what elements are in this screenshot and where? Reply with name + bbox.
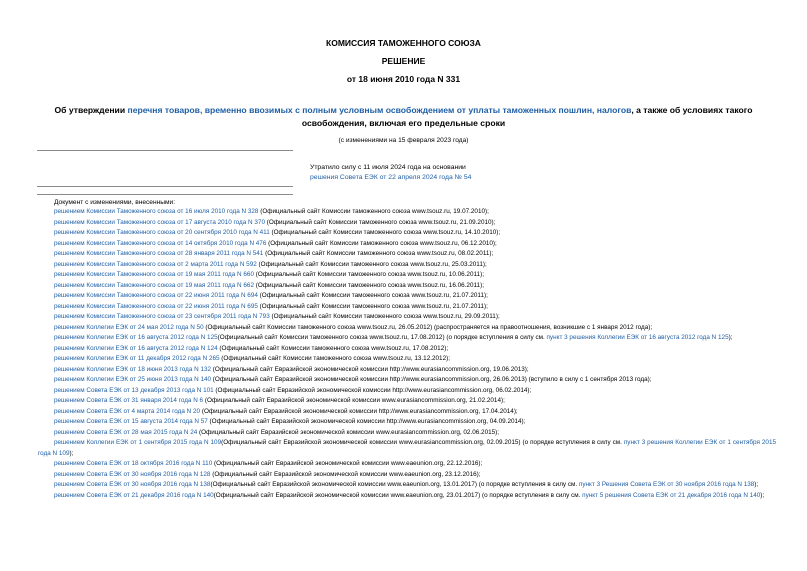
document-title bbox=[30, 104, 777, 130]
change-item bbox=[38, 312, 776, 323]
change-item bbox=[38, 428, 776, 439]
divider-top bbox=[37, 150, 293, 151]
change-link[interactable]: решением Совета ЕЭК от 21 декабря 2016 года N 140 bbox=[54, 491, 214, 499]
change-source-text: (Официальный сайт Комиссии таможенного союза www.tsouz.ru, 29.09.2011); bbox=[269, 313, 500, 320]
change-source-text: (Официальный сайт Евразийской экономической комиссии www.eurasiancommission.org, 21.02.2014); bbox=[203, 397, 505, 404]
change-link[interactable]: решением Коллегии ЕЭК от 25 июня 2013 года N 140 bbox=[54, 376, 212, 383]
change-source-text: (Официальный сайт Комиссии таможенного союза www.tsouz.ru, 13.12.2012); bbox=[219, 355, 450, 362]
change-item bbox=[38, 375, 776, 386]
change-source-text: (Официальный сайт Комиссии таможенного союза www.tsouz.ru, 25.03.2011); bbox=[256, 260, 487, 268]
change-effect-tail: ); bbox=[760, 491, 765, 499]
change-link[interactable]: решением Совета ЕЭК от 18 октября 2016 года N 110 bbox=[54, 460, 213, 467]
change-link[interactable]: решением Комиссии Таможенного союза от 23 сентября 2011 года N 793 bbox=[54, 313, 270, 320]
change-effect-link[interactable]: пункт 3 Решения Совета ЕЭК от 30 ноября 2016 года N 138 bbox=[578, 481, 755, 488]
change-source-text: (Официальный сайт Евразийской экономической комиссии www.eaeunion.org, 23.01.2017) (о порядке вступления в силу см. bbox=[213, 491, 583, 499]
change-item bbox=[38, 333, 776, 344]
change-source-text: (Официальный сайт Комиссии таможенного союза www.tsouz.ru, 17.08.2012) (о порядке вступления в силу см. bbox=[217, 334, 547, 341]
change-source-text: (Официальный сайт Евразийской экономической комиссии www.eaeunion.org, 23.12.2016); bbox=[210, 470, 481, 478]
change-source-text: (Официальный сайт Евразийской экономической комиссии www.eaeunion.org, 22.12.2016); bbox=[212, 460, 483, 467]
change-link[interactable]: решением Коллегии ЕЭК от 24 мая 2012 года N 50 bbox=[54, 323, 204, 331]
change-item bbox=[38, 249, 776, 260]
divider-bottom bbox=[37, 194, 293, 195]
change-source-text: (Официальный сайт Евразийской экономической комиссии www.eurasiancommission.org, 02.06.2015); bbox=[197, 428, 500, 436]
change-item bbox=[38, 438, 776, 459]
title-link[interactable]: перечня товаров, временно ввозимых с полным условным освобождением от уплаты таможенных пошлин, налогов bbox=[127, 105, 632, 115]
change-source-text: (Официальный сайт Комиссии таможенного союза www.tsouz.ru, 16.06.2011); bbox=[253, 281, 484, 289]
change-link[interactable]: решением Коллегии ЕЭК от 11 декабря 2012 года N 265 bbox=[54, 355, 220, 362]
change-source-text: (Официальный сайт Евразийской экономической комиссии http://www.eurasiancommission.org, 04.09.2014); bbox=[207, 418, 526, 425]
change-item bbox=[38, 218, 776, 229]
change-source-text: (Официальный сайт Комиссии таможенного союза www.tsouz.ru, 14.10.2010); bbox=[269, 229, 501, 236]
changes-intro: Документ с изменениями, внесенными: bbox=[54, 199, 176, 206]
title-prefix: Об утверждении bbox=[54, 105, 128, 115]
change-item bbox=[38, 281, 776, 292]
expired-text: Утратило силу с 11 июля 2024 года на основании bbox=[310, 164, 466, 171]
change-link[interactable]: решением Коллегии ЕЭК от 1 сентября 2015 года N 109 bbox=[54, 439, 222, 446]
change-link[interactable]: решением Коллегии ЕЭК от 16 августа 2012 года N 124 bbox=[54, 344, 218, 352]
change-item bbox=[38, 291, 776, 302]
change-link[interactable]: решением Совета ЕЭК от 30 ноября 2016 года N 128 bbox=[54, 470, 211, 478]
change-source-text: (Официальный сайт Комиссии таможенного союза www.tsouz.ru, 21.07.2011); bbox=[257, 292, 488, 299]
change-link[interactable]: решением Комиссии Таможенного союза от 14 октября 2010 года N 476 bbox=[54, 239, 267, 247]
change-link[interactable]: решением Комиссии Таможенного союза от 16 июля 2010 года N 328 bbox=[54, 208, 259, 215]
change-item bbox=[38, 417, 776, 428]
change-source-text: (Официальный сайт Комиссии таможенного союза www.tsouz.ru, 19.07.2010); bbox=[258, 208, 489, 215]
change-source-text: (Официальный сайт Евразийской экономической комиссии www.eaeunion.org, 13.01.2017) (о порядке вступления в силу см. bbox=[210, 481, 579, 488]
change-link[interactable]: решением Совета ЕЭК от 28 мая 2015 года N 24 bbox=[54, 428, 198, 436]
change-link[interactable]: решением Комиссии Таможенного союза от 20 сентября 2010 года N 411 bbox=[54, 229, 270, 236]
change-effect-tail: ); bbox=[69, 449, 74, 457]
change-source-text: (Официальный сайт Комиссии таможенного союза www.tsouz.ru, 08.02.2011); bbox=[263, 250, 494, 257]
doc-type-heading: РЕШЕНИЕ bbox=[381, 56, 426, 66]
change-link[interactable]: решением Коллегии ЕЭК от 18 июня 2013 года N 132 bbox=[54, 365, 212, 373]
change-link[interactable]: решением Совета ЕЭК от 31 января 2014 года N 6 bbox=[54, 397, 204, 404]
change-effect-link[interactable]: пункт 3 решения Коллегии ЕЭК от 16 августа 2012 года N 125 bbox=[546, 334, 729, 341]
change-link[interactable]: решением Комиссии Таможенного союза от 19 мая 2011 года N 662 bbox=[54, 281, 254, 289]
change-link[interactable]: решением Комиссии Таможенного союза от 17 августа 2010 года N 370 bbox=[54, 218, 265, 226]
change-link[interactable]: решением Комиссии Таможенного союза от 22 июня 2011 года N 694 bbox=[54, 292, 258, 299]
change-effect-tail: ); bbox=[754, 481, 759, 488]
change-source-text: (Официальный сайт Комиссии таможенного союза www.tsouz.ru, 26.05.2012) (распространяется на правоотношения, возникшие с 1 января 2012 года); bbox=[203, 323, 653, 331]
change-source-text: (Официальный сайт Евразийской экономической комиссии http://www.eurasiancommission.org, 06.02.2014); bbox=[213, 386, 532, 394]
change-item bbox=[38, 480, 776, 491]
change-item bbox=[38, 260, 776, 271]
change-source-text: (Официальный сайт Комиссии таможенного союза www.tsouz.ru, 21.07.2011); bbox=[257, 302, 488, 310]
divider-middle bbox=[37, 186, 293, 187]
change-effect-link[interactable]: пункт 5 решения Совета ЕЭК от 21 декабря 2016 года N 140 bbox=[582, 491, 761, 499]
expired-link[interactable]: решения Совета ЕЭК от 22 апреля 2024 года № 54 bbox=[310, 174, 472, 181]
change-link[interactable]: решением Совета ЕЭК от 4 марта 2014 года N 20 bbox=[54, 407, 201, 415]
change-link[interactable]: решением Комиссии Таможенного союза от 19 мая 2011 года N 660 bbox=[54, 271, 254, 278]
change-item bbox=[38, 470, 776, 481]
change-item bbox=[38, 491, 776, 502]
change-source-text: (Официальный сайт Евразийской экономической комиссии http://www.eurasiancommission.org, 26.06.2013) (вступило в силу с 1 сентября 2013 года); bbox=[211, 376, 652, 383]
change-item bbox=[38, 302, 776, 313]
change-link[interactable]: решением Комиссии Таможенного союза от 28 января 2011 года N 541 bbox=[54, 250, 264, 257]
change-link[interactable]: решением Коллегии ЕЭК от 16 августа 2012 года N 125 bbox=[54, 334, 218, 341]
change-item bbox=[38, 323, 776, 334]
change-item bbox=[38, 459, 776, 470]
change-item bbox=[38, 270, 776, 281]
date-number-heading: от 18 июня 2010 года N 331 bbox=[346, 74, 461, 84]
amendment-note: (с изменениями на 15 февраля 2023 года) bbox=[338, 137, 469, 144]
change-link[interactable]: решением Комиссии Таможенного союза от 2 марта 2011 года N 592 bbox=[54, 260, 257, 268]
expired-notice bbox=[310, 163, 471, 183]
change-link[interactable]: решением Комиссии Таможенного союза от 22 июня 2011 года N 695 bbox=[54, 302, 258, 310]
change-item bbox=[38, 396, 776, 407]
change-link[interactable]: решением Совета ЕЭК от 15 августа 2014 года N 57 bbox=[54, 418, 208, 425]
change-item bbox=[38, 365, 776, 376]
change-source-text: (Официальный сайт Евразийской экономической комиссии www.eurasiancommission.org, 02.09.2015) (о порядке вступления в силу см. bbox=[221, 439, 624, 446]
change-effect-link[interactable]: пункт 3 решения Коллегии ЕЭК от 1 сентября 2015 года N 109 bbox=[38, 439, 777, 457]
title-suffix: , а также об условиях такого освобождения, включая его предельные сроки bbox=[301, 105, 753, 128]
change-source-text: (Официальный сайт Комиссии таможенного союза www.tsouz.ru, 17.08.2012); bbox=[217, 344, 449, 352]
change-source-text: (Официальный сайт Комиссии таможенного союза www.tsouz.ru, 21.09.2010); bbox=[264, 218, 496, 226]
change-item bbox=[38, 407, 776, 418]
change-item bbox=[38, 354, 776, 365]
change-link[interactable]: решением Совета ЕЭК от 13 декабря 2013 года N 101 bbox=[54, 386, 214, 394]
change-source-text: (Официальный сайт Комиссии таможенного союза www.tsouz.ru, 10.06.2011); bbox=[253, 271, 484, 278]
change-source-text: (Официальный сайт Евразийской экономической комиссии http://www.eurasiancommission.org, 19.06.2013); bbox=[211, 365, 529, 373]
change-source-text: (Официальный сайт Комиссии таможенного союза www.tsouz.ru, 06.12.2010); bbox=[266, 239, 497, 247]
change-effect-tail: ); bbox=[728, 334, 733, 341]
organization-heading: КОМИССИЯ ТАМОЖЕННОГО СОЮЗА bbox=[326, 38, 481, 48]
change-item bbox=[38, 239, 776, 250]
change-item bbox=[38, 207, 776, 218]
change-item bbox=[38, 228, 776, 239]
change-item bbox=[38, 386, 776, 397]
change-link[interactable]: решением Совета ЕЭК от 30 ноября 2016 года N 138 bbox=[54, 481, 211, 488]
changes-list bbox=[38, 207, 776, 501]
change-source-text: (Официальный сайт Евразийской экономической комиссии http://www.eurasiancommission.org, 17.04.2014); bbox=[200, 407, 518, 415]
change-item bbox=[38, 344, 776, 355]
